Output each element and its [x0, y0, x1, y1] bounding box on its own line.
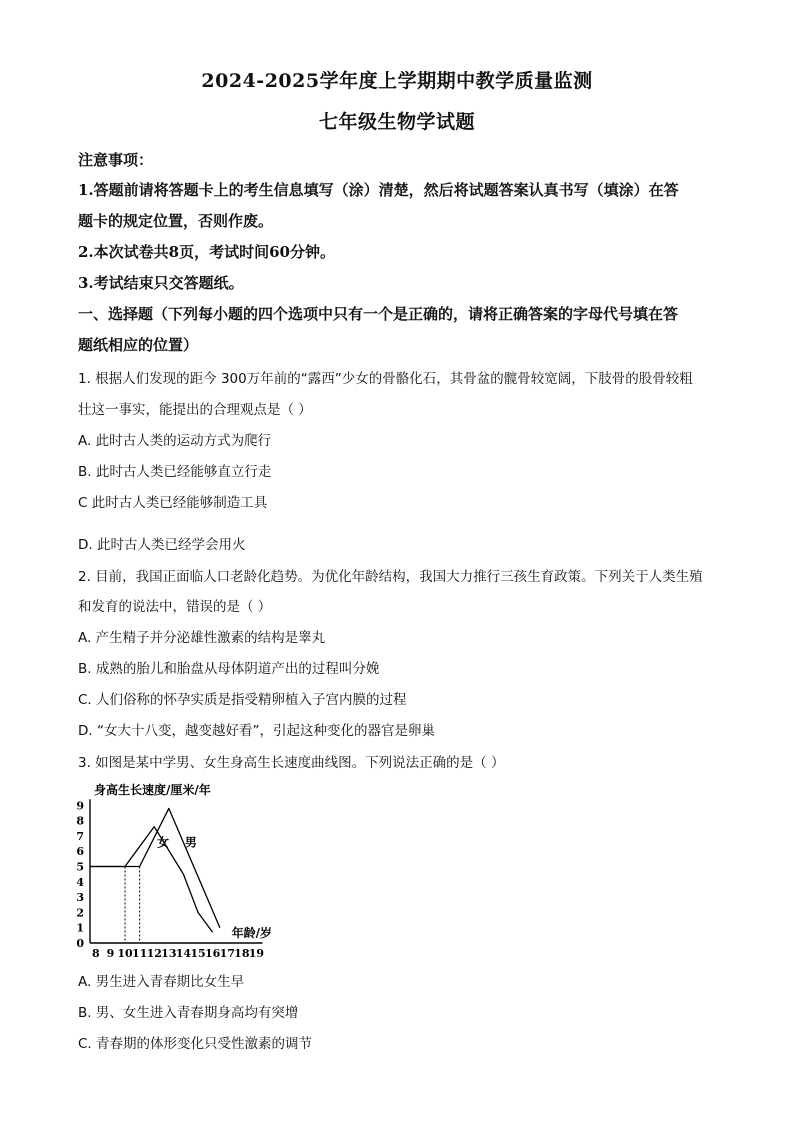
- y-tick-label: 8: [76, 814, 84, 828]
- x-tick-label: 12: [146, 947, 162, 960]
- x-tick-label: 18: [234, 947, 250, 960]
- y-tick-label: 1: [76, 921, 84, 935]
- x-tick-label: 15: [190, 947, 206, 960]
- y-tick-label: 9: [76, 799, 84, 813]
- q2-option-b: B. 成熟的胎儿和胎盘从母体阴道产出的过程叫分娩: [78, 661, 380, 677]
- note-1-line-a: 1.答题前请将答题卡上的考生信息填写（涂）清楚，然后将试题答案认真书写（填涂）在答: [78, 181, 679, 199]
- x-tick-label: 16: [204, 947, 221, 960]
- q2-stem-b: 和发育的说法中，错误的是（ ）: [78, 599, 272, 615]
- x-tick-label: 8: [92, 947, 100, 960]
- notes-heading: 注意事项：: [78, 151, 154, 169]
- q2-option-a: A. 产生精子并分泌雄性激素的结构是睾丸: [78, 630, 326, 646]
- title-line-1: 2024-2025学年度上学期期中教学质量监测: [201, 70, 593, 92]
- growth-chart: [72, 776, 312, 961]
- y-tick-label: 2: [76, 906, 84, 920]
- q1-option-c: C 此时古人类已经能够制造工具: [78, 495, 268, 511]
- note-1-line-b: 题卡的规定位置，否则作废。: [78, 212, 274, 230]
- q1-option-b: B. 此时古人类已经能够直立行走: [78, 464, 272, 480]
- q3-option-b: B. 男、女生进入青春期身高均有突增: [78, 1005, 299, 1021]
- q3-option-c: C. 青春期的体形变化只受性激素的调节: [78, 1036, 313, 1052]
- q1-option-a: A. 此时古人类的运动方式为爬行: [78, 433, 272, 449]
- q3-stem: 3. 如图是某中学男、女生身高生长速度曲线图。下列说法正确的是（ ）: [78, 755, 505, 771]
- x-tick-label: 17: [219, 947, 235, 960]
- x-tick-label: 13: [161, 947, 177, 960]
- x-tick-label: 9: [106, 947, 115, 960]
- series-label-male: 男: [184, 835, 197, 850]
- note-2: 2.本次试卷共8页，考试时间60分钟。: [78, 243, 335, 261]
- q1-option-d: D. 此时古人类已经学会用火: [78, 537, 246, 553]
- q3-option-a: A. 男生进入青春期比女生早: [78, 974, 245, 990]
- note-3: 3.考试结束只交答题纸。: [78, 274, 244, 292]
- q2-stem-a: 2. 目前，我国正面临人口老龄化趋势。为优化年龄结构，我国大力推行三孩生育政策。下列关于人类生殖: [78, 569, 703, 585]
- x-tick-label: 19: [248, 947, 265, 960]
- y-tick-label: 7: [76, 829, 84, 843]
- series-line-1: [90, 808, 220, 927]
- q1-stem-a: 1. 根据人们发现的距今 300万年前的“露西”少女的骨骼化石，其骨盆的髋骨较宽阔，下肢骨的股骨较粗: [78, 371, 693, 387]
- y-tick-label: 5: [76, 860, 84, 874]
- section-heading-line-a: 一、选择题（下列每小题的四个选项中只有一个是正确的，请将正确答案的字母代号填在答: [78, 305, 679, 323]
- section-heading-line-b: 题纸相应的位置）: [78, 336, 199, 354]
- y-tick-label: 4: [76, 875, 84, 889]
- y-axis-label: 身高生长速度/厘米/年: [94, 783, 211, 797]
- q1-stem-b: 壮这一事实，能提出的合理观点是（ ）: [78, 402, 312, 418]
- series-label-female: 女: [157, 835, 170, 850]
- x-tick-label: 10: [117, 947, 133, 960]
- title-line-2: 七年级生物学试题: [318, 111, 475, 133]
- y-tick-label: 6: [76, 845, 84, 859]
- x-axis-label: 年龄/岁: [231, 926, 273, 940]
- q2-option-c: C. 人们俗称的怀孕实质是指受精卵植入子宫内膜的过程: [78, 692, 407, 708]
- q2-option-d: D. “女大十八变，越变越好看”，引起这种变化的器官是卵巢: [78, 723, 435, 739]
- x-tick-label: 11: [131, 947, 148, 960]
- y-tick-label: 3: [76, 891, 84, 905]
- x-tick-label: 14: [175, 947, 192, 960]
- y-tick-label: 0: [76, 937, 84, 950]
